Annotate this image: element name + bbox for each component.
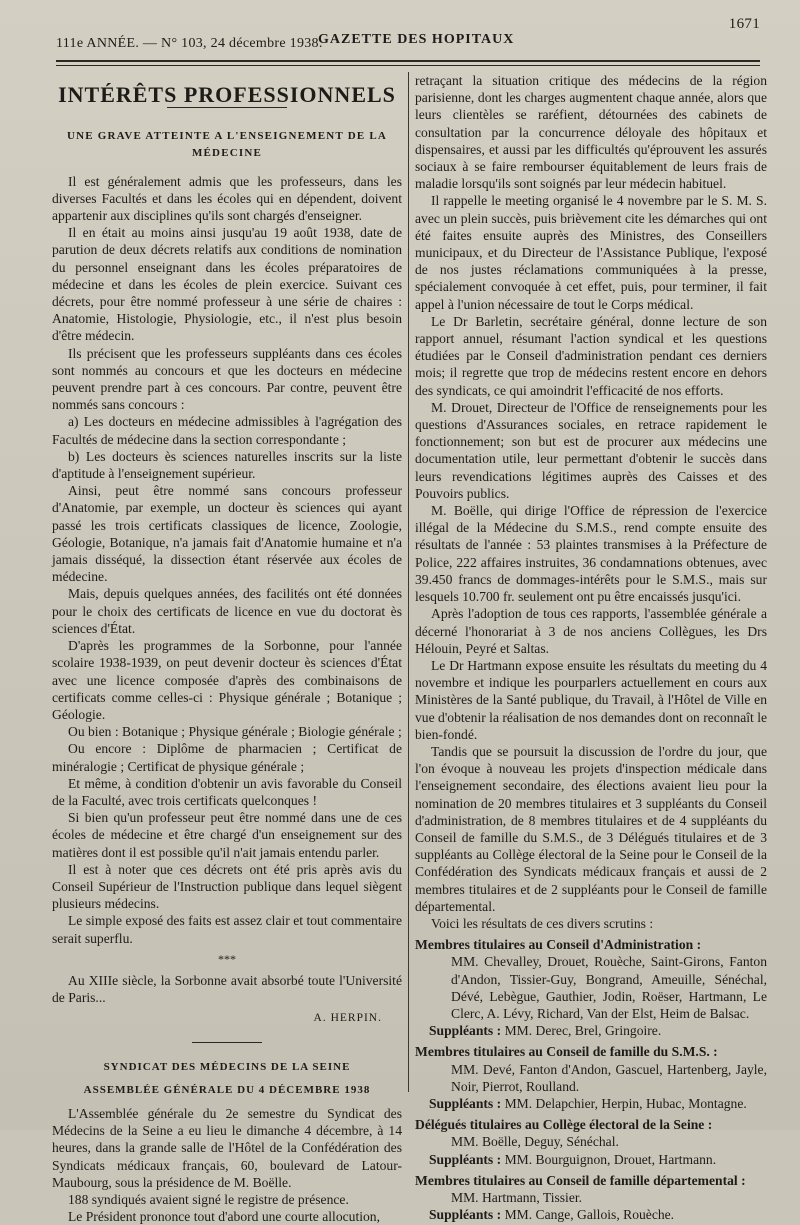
issue-line: 111e ANNÉE. — N° 103, 24 décembre 1938.: [56, 36, 323, 51]
page-number: 1671: [728, 16, 760, 32]
substitutes-names: MM. Derec, Brel, Gringoire.: [504, 1023, 662, 1039]
election-names: MM. Boëlle, Deguy, Sénéchal.: [451, 1134, 619, 1150]
paragraph: Voici les résultats de ces divers scrutins :: [431, 915, 654, 931]
election-substitutes: [415, 1151, 767, 1168]
paragraph: M. Drouet, Directeur de l'Office de renseignements pour les questions d'Assurances sociales, en retrace rapidement le fonctionnement; son but est de procurer aux médecins une documentation utile, leur permettant d'obtenir le succès dans leurs revendications légitimes auprès des Caisses et des Pouvoirs publics.: [415, 399, 767, 501]
paragraph: Le Président prononce tout d'abord une courte allocution,: [68, 1209, 380, 1225]
section-heading: INTÉRÊTS PROFESSIONNELS: [58, 82, 396, 107]
election-group-title: Membres titulaires au Conseil de famille départemental :: [415, 1172, 746, 1188]
paragraph: Il est à noter que ces décrets ont été pris après avis du Conseil Supérieur de l'Instruction publique dans lequel siègent plusieurs médecins.: [52, 861, 402, 912]
article-title: UNE GRAVE ATTEINTE A L'ENSEIGNEMENT DE LA MÉDECINE: [67, 130, 387, 160]
paragraph: Après l'adoption de tous ces rapports, l'assemblée générale a décerné l'honorariat à 3 de nos anciens Collègues, les Drs Hélouin, Peyré et Saltas.: [415, 606, 767, 656]
paragraph: Il en était au moins ainsi jusqu'au 19 août 1938, date de parution de deux décrets relatifs aux conditions de nomination du personnel enseignant dans les écoles préparatoires de médecine et dans les écoles de plein exercice. Suivant ces décrets, pour être nommé professeur à une série de chaires : Anatomie, Histologie, Physiologie, etc., il n'est plus besoin d'être médecin.: [52, 225, 402, 344]
paragraph: b) Les docteurs ès sciences naturelles inscrits sur la liste d'aptitude à l'enseignement supérieur.: [52, 448, 402, 482]
election-names: MM. Hartmann, Tissier.: [451, 1190, 583, 1205]
substitutes-names: MM. Cange, Gallois, Rouèche.: [504, 1207, 675, 1223]
paragraph: D'après les programmes de la Sorbonne, pour l'année scolaire 1938-1939, on peut devenir docteur ès sciences d'État avec une licence composée d'après des combinaisons de certificats comme celles-ci : Physique générale ; Botanique ; Géologie.: [52, 638, 402, 722]
right-column: [415, 72, 767, 1223]
substitutes-names: MM. Delapchier, Herpin, Hubac, Montagne.: [504, 1095, 747, 1111]
paragraph: Mais, depuis quelques années, des facilités ont été données pour le choix des certificats de licence en vue du doctorat ès sciences d'État.: [52, 586, 402, 636]
substitutes-label: Suppléants :: [429, 1023, 502, 1039]
paragraph: 188 syndiqués avaient signé le registre de présence.: [68, 1191, 349, 1207]
paragraph: Ou encore : Diplôme de pharmacien ; Certificat de minéralogie ; Certificat de physique générale ;: [52, 741, 402, 774]
paragraph: Ou bien : Botanique ; Physique générale ; Biologie générale ;: [68, 724, 402, 740]
election-group-title: Membres titulaires au Conseil de famille du S.M.S. :: [415, 1044, 718, 1060]
substitutes-names: MM. Bourguignon, Drouet, Hartmann.: [504, 1151, 717, 1167]
author-signature: A. HERPIN.: [313, 1012, 382, 1025]
paragraph: Le Dr Hartmann expose ensuite les résultats du meeting du 4 novembre et indique les pourparlers actuellement en cours aux Ministères de la Santé publique, du Travail, à l'Hôtel de Ville en vue d'obtenir la réalisation de nos demandes dont on reconnaît le bien-fondé.: [415, 657, 768, 742]
article-body: [52, 1105, 402, 1225]
election-substitutes: [415, 1095, 767, 1112]
paragraph: Tandis que se poursuit la discussion de l'ordre du jour, que l'on évoque à nouveau les projets d'inspection médicale dans l'enseignement secondaire, des élections avaient lieu pour la nomination de 20 membres titulaires et 3 suppléants du Conseil d'administration, de 8 membres titulaires et de 4 suppléants du Conseil de famille du S.M.S., de 3 Délégués titulaires et de 3 suppléants au Collège électoral de la Seine pour le Conseil de la Confédération des Syndicats médicaux français et aussi de 2 membres titulaires et de 2 suppléants pour le Conseil de famille départemental.: [415, 743, 767, 914]
election-group-title: Membres titulaires au Conseil d'Administration :: [415, 937, 702, 953]
election-names: MM. Chevalley, Drouet, Rouèche, Saint-Girons, Fanton d'Andon, Tissier-Guy, Bongrand, Ameuille, Sénéchal, Dévé, Lebègue, Gauthier, Jodin, Roëser, Hartmann, Le Clerc, A. Lévy, Richard, Van der Elst, Heim de Balsac.: [451, 954, 767, 1021]
paragraph: Il est généralement admis que les professeurs, dans les diverses Facultés et dans les écoles qui en dépendent, doivent appartenir aux disciplines qu'ils sont chargés d'enseigner.: [52, 173, 402, 224]
left-column: [52, 72, 402, 1225]
paragraph: Le Dr Barletin, secrétaire général, donne lecture de son rapport annuel, résumant l'action syndical et les questions étudiées par le Conseil d'administration pendant ces derniers mois; il regrette que trop de médecins restent encore en dehors des syndicats, ce qui amoindrit l'efficacité de nos efforts.: [415, 313, 767, 398]
paragraph: Il rappelle le meeting organisé le 4 novembre par le S. M. S. avec un plein succès, puis brièvement cite les démarches qui ont été faites ensuite auprès des Ministres, des Conseillers municipaux, et du Directeur de l'Assistance Publique, l'exposé de nos justes réclamations communiquées à la presse, spécialement convoquée à cet effet, puis, pour terminer, il fait appel à l'union nécessaire de tout le Corps médical.: [415, 193, 767, 312]
asterism: ***: [218, 951, 236, 966]
substitutes-label: Suppléants :: [429, 1207, 502, 1223]
paragraph: L'Assemblée générale du 2e semestre du Syndicat des Médecins de la Seine a eu lieu le dimanche 4 décembre, à 14 heures, dans la grande salle de l'Hôtel de la Confédération des Syndicats médicaux français, 60, boulevard de Latour-Maubourg, sous la présidence de M. Boëlle.: [52, 1105, 402, 1190]
column-divider: [408, 72, 409, 1092]
substitutes-label: Suppléants :: [429, 1095, 502, 1111]
page-header: [56, 16, 760, 62]
paragraph: Le simple exposé des faits est assez clair et tout commentaire serait superflu.: [52, 913, 402, 946]
election-group-title: Délégués titulaires au Collège électoral de la Seine :: [415, 1117, 713, 1133]
paragraph: M. Boëlle, qui dirige l'Office de répression de l'exercice illégal de la Médecine du S.M.S., rend compte ensuite des résultats de l'année : 53 plaintes transmises à la Préfecture de Police, 222 affaires instruites, 36 condamnations obtenues, avec 39.450 francs de dommages-intérêts pour le S.M.S., mais sur lesquels 10.700 fr. seulement ont pu être encaissés jusqu'ici.: [415, 503, 767, 605]
separator-rule: [192, 1042, 262, 1043]
election-names: MM. Devé, Fanton d'Andon, Gascuel, Hartenberg, Jayle, Noir, Pierrot, Roulland.: [451, 1061, 767, 1094]
paragraph: Si bien qu'un professeur peut être nommé dans une de ces écoles de médecine et être chargé d'un enseignement sur des matières dont il est possible qu'il n'ait jamais entendu parler.: [52, 810, 402, 860]
paragraph: Et même, à condition d'obtenir un avis favorable du Conseil de la Faculté, avec trois certificats quelconques !: [52, 775, 402, 808]
election-results: [415, 936, 767, 1223]
election-substitutes: [415, 1022, 767, 1039]
header-rule: [56, 60, 760, 62]
substitutes-label: Suppléants :: [429, 1151, 502, 1167]
paragraph: Ils précisent que les professeurs suppléants dans ces écoles sont nommés au concours et que les docteurs en médecine peuvent prendre part à ces concours. Par contre, peuvent être nommés sans concours :: [52, 345, 402, 413]
paragraph: retraçant la situation critique des médecins de la région parisienne, dont les charges augmentent chaque année, alors que leurs clientèles se raréfient, détournées des cabinets de consultation par la concurrence déloyale des hôpitaux et dispensaires, et aussi par les difficultés qu'éprouvent les assurés sociaux à se faire rembourser équitablement de leurs frais de maladie lorsqu'ils sont soignés par leur médecin habituel.: [415, 73, 767, 192]
paragraph: a) Les docteurs en médecine admissibles à l'agrégation des Facultés de médecine dans la section correspondante ;: [52, 414, 402, 447]
closing-paragraph: Au XIIIe siècle, la Sorbonne avait absorbé toute l'Université de Paris...: [52, 972, 402, 1006]
article-title: SYNDICAT DES MÉDECINS DE LA SEINE: [103, 1060, 351, 1073]
article-body: [52, 173, 402, 947]
header-rule-thin: [56, 65, 760, 66]
election-substitutes: [415, 1206, 767, 1223]
paragraph: Ainsi, peut être nommé sans concours professeur d'Anatomie, par exemple, un docteur ès sciences qui ayant passé les trois certificats classiques de licence, Zoologie, Géologie, Botanique, n'a jamais fait d'Anatomie humaine et n'a jamais disséqué, la dissection étant réservée aux écoles de médecine.: [52, 483, 402, 585]
journal-name: GAZETTE DES HOPITAUX: [318, 32, 515, 47]
title-rule: [167, 107, 287, 108]
article-subtitle: ASSEMBLÉE GÉNÉRALE DU 4 DÉCEMBRE 1938: [83, 1083, 371, 1096]
